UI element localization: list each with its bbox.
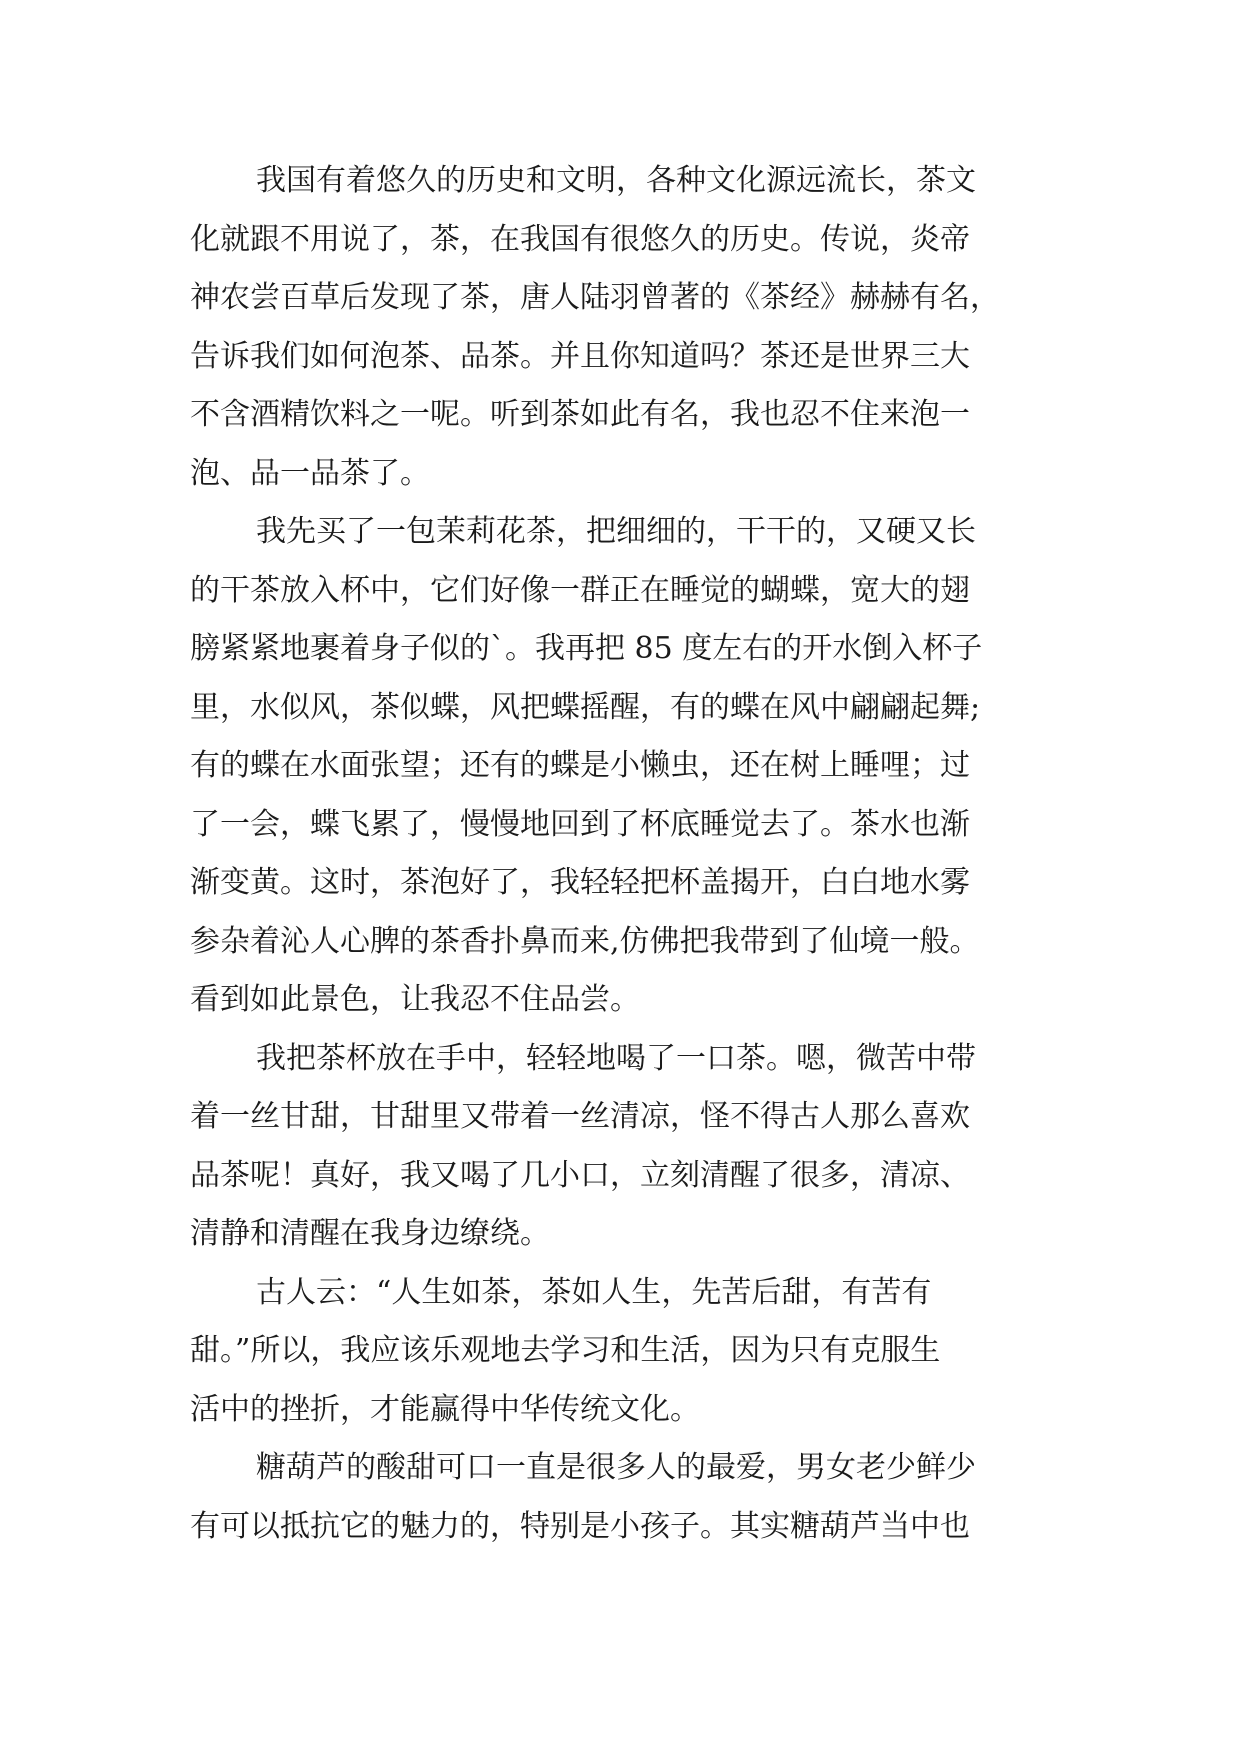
paragraph-line: 的干茶放入杯中，它们好像一群正在睡觉的蝴蝶，宽大的翅 [190, 572, 970, 608]
paragraph-line: 品茶呢！真好，我又喝了几小口，立刻清醒了很多，清凉、 [190, 1157, 970, 1193]
paragraph-line: 神农尝百草后发现了茶，唐人陆羽曾著的《茶经》赫赫有名， [190, 280, 1000, 315]
paragraph-4 [190, 1264, 1070, 1440]
essay-body [190, 152, 1070, 1556]
paragraph-line: 糖葫芦的酸甜可口一直是很多人的最爱，男女老少鲜少 [256, 1450, 976, 1485]
paragraph-line: 我国有着悠久的历史和文明，各种文化源远流长，茶文 [256, 163, 976, 198]
paragraph-line: 里，水似风，茶似蝶，风把蝶摇醒，有的蝶在风中翩翩起舞; [190, 689, 981, 725]
paragraph-5 [190, 1439, 1070, 1556]
paragraph-line: 有可以抵抗它的魅力的，特别是小孩子。其实糖葫芦当中也 [190, 1508, 970, 1544]
paragraph-line: 我先买了一包茉莉花茶，把细细的，干干的，又硬又长 [256, 514, 976, 549]
paragraph-line: 有的蝶在水面张望；还有的蝶是小懒虫，还在树上睡哩；过 [190, 748, 970, 783]
paragraph-line: 了一会，蝶飞累了，慢慢地回到了杯底睡觉去了。茶水也渐 [190, 806, 970, 842]
paragraph-line: 古人云：“人生如茶，茶如人生，先苦后甜，有苦有 [256, 1274, 932, 1310]
paragraph-line: 我把茶杯放在手中，轻轻地喝了一口茶。嗯，微苦中带 [256, 1040, 976, 1076]
paragraph-2 [190, 503, 1070, 1030]
paragraph-line: 化就跟不用说了，茶，在我国有很悠久的历史。传说，炎帝 [190, 221, 970, 257]
paragraph-3 [190, 1030, 1070, 1264]
paragraph-line: 活中的挫折，才能赢得中华传统文化。 [190, 1391, 700, 1427]
paragraph-1 [190, 152, 1070, 503]
paragraph-line: 告诉我们如何泡茶、品茶。并且你知道吗？茶还是世界三大 [190, 338, 970, 374]
paragraph-line: 不含酒精饮料之一呢。听到茶如此有名，我也忍不住来泡一 [190, 397, 970, 432]
paragraph-line: 膀紧紧地裹着身子似的`。我再把 85 度左右的开水倒入杯子 [190, 631, 983, 666]
paragraph-line: 看到如此景色，让我忍不住品尝。 [190, 982, 640, 1017]
paragraph-line: 泡、品一品茶了。 [190, 455, 430, 491]
paragraph-line: 甜。”所以，我应该乐观地去学习和生活，因为只有克服生 [190, 1333, 941, 1368]
paragraph-line: 清静和清醒在我身边缭绕。 [190, 1216, 550, 1251]
paragraph-line: 参杂着沁人心脾的茶香扑鼻而来,仿佛把我带到了仙境一般。 [190, 923, 980, 959]
paragraph-line: 着一丝甘甜，甘甜里又带着一丝清凉，怪不得古人那么喜欢 [190, 1099, 970, 1134]
paragraph-line: 渐变黄。这时，茶泡好了，我轻轻把杯盖揭开，白白地水雾 [190, 865, 970, 900]
